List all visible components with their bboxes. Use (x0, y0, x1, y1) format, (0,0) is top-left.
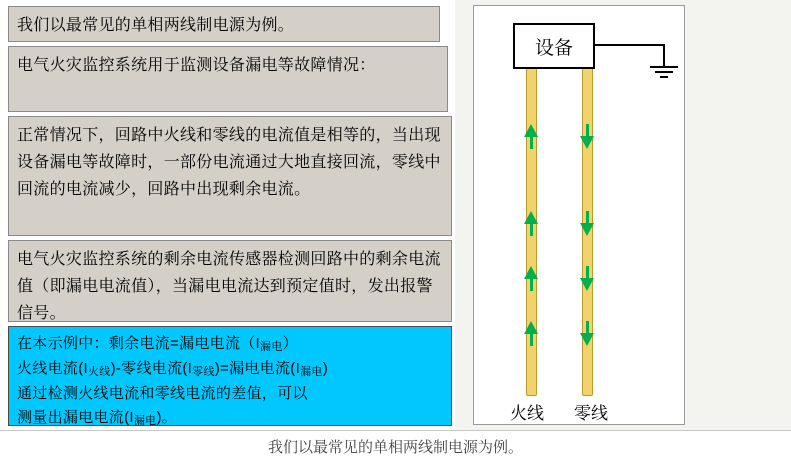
live-arrow-stem-1 (530, 137, 533, 149)
summary-line-2-sub1: 火线 (87, 366, 111, 378)
summary-line-4a: 测量出漏电电流(I (17, 409, 134, 426)
live-arrow-stem-3 (530, 279, 533, 291)
summary-box (8, 326, 452, 426)
caption-text: 我们以最常见的单相两线制电源为例。 (267, 438, 523, 456)
summary-line-1 (17, 332, 443, 357)
note-box-2 (8, 46, 448, 112)
summary-line-4-sub: 漏电 (133, 415, 157, 427)
diagram-panel (473, 5, 685, 425)
note-box-1 (8, 6, 440, 42)
neutral-current-arrow-2 (580, 223, 594, 236)
live-current-arrow-3 (524, 266, 538, 279)
neutral-current-arrow-4 (580, 333, 594, 346)
ground-wire-horizontal (595, 44, 665, 46)
neutral-current-arrow-3 (580, 278, 594, 291)
note-1-text: 我们以最常见的单相两线制电源为例。 (17, 17, 295, 34)
summary-line-4b: )。 (156, 409, 178, 426)
summary-line-3: 通过检测火线电流和零线电流的差值，可以 (17, 385, 308, 402)
summary-line-2-sub3: 漏电 (300, 366, 323, 378)
summary-line-4 (17, 406, 443, 431)
ground-icon-bar-3 (660, 76, 668, 78)
summary-line-2b: )-零线电流(I (110, 360, 193, 377)
summary-line-1a: 在本示例中：剩余电流=漏电电流（I (17, 335, 261, 352)
neutral-arrow-stem-2 (586, 211, 589, 223)
note-3-text: 正常情况下，回路中火线和零线的电流值是相等的，当出现设备漏电等故障时，一部份电流通过大地直接回流，零线中回流的电流减少，回路中出现剩余电流。 (17, 127, 441, 198)
summary-line-1-sub: 漏电 (260, 341, 283, 353)
summary-line-2-sub2: 零线 (192, 366, 215, 378)
summary-line-2 (17, 357, 443, 382)
device-box (513, 23, 595, 69)
neutral-arrow-stem-4 (586, 321, 589, 333)
neutral-wire-label: 零线 (574, 404, 608, 423)
live-arrow-stem-4 (530, 334, 533, 346)
live-wire-label: 火线 (510, 404, 544, 423)
live-arrow-stem-2 (530, 224, 533, 236)
ground-icon (650, 66, 678, 68)
note-4-text: 电气火灾监控系统的剩余电流传感器检测回路中的剩余电流值（即漏电电流值），当漏电电流达到预定值时，发出报警信号。 (17, 251, 441, 322)
neutral-arrow-stem-3 (586, 266, 589, 278)
live-current-arrow-1 (524, 124, 538, 137)
note-box-3 (8, 116, 452, 236)
live-current-arrow-4 (524, 321, 538, 334)
note-2-text: 电气火灾监控系统用于监测设备漏电等故障情况： (17, 57, 376, 74)
summary-line-1b: ） (282, 335, 298, 352)
note-box-4 (8, 240, 452, 322)
caption-bar (0, 430, 791, 461)
summary-line-2d: ) (322, 360, 328, 377)
summary-line-2a: 火线电流(I (17, 360, 88, 377)
ground-wire-vertical (663, 44, 665, 66)
neutral-arrow-stem-1 (586, 124, 589, 136)
live-current-arrow-2 (524, 211, 538, 224)
ground-icon-bar-2 (655, 71, 673, 73)
circuit-diagram (455, 0, 791, 430)
summary-line-2c: )=漏电电流(I (214, 360, 301, 377)
device-label: 设备 (534, 37, 573, 59)
neutral-current-arrow-1 (580, 136, 594, 149)
